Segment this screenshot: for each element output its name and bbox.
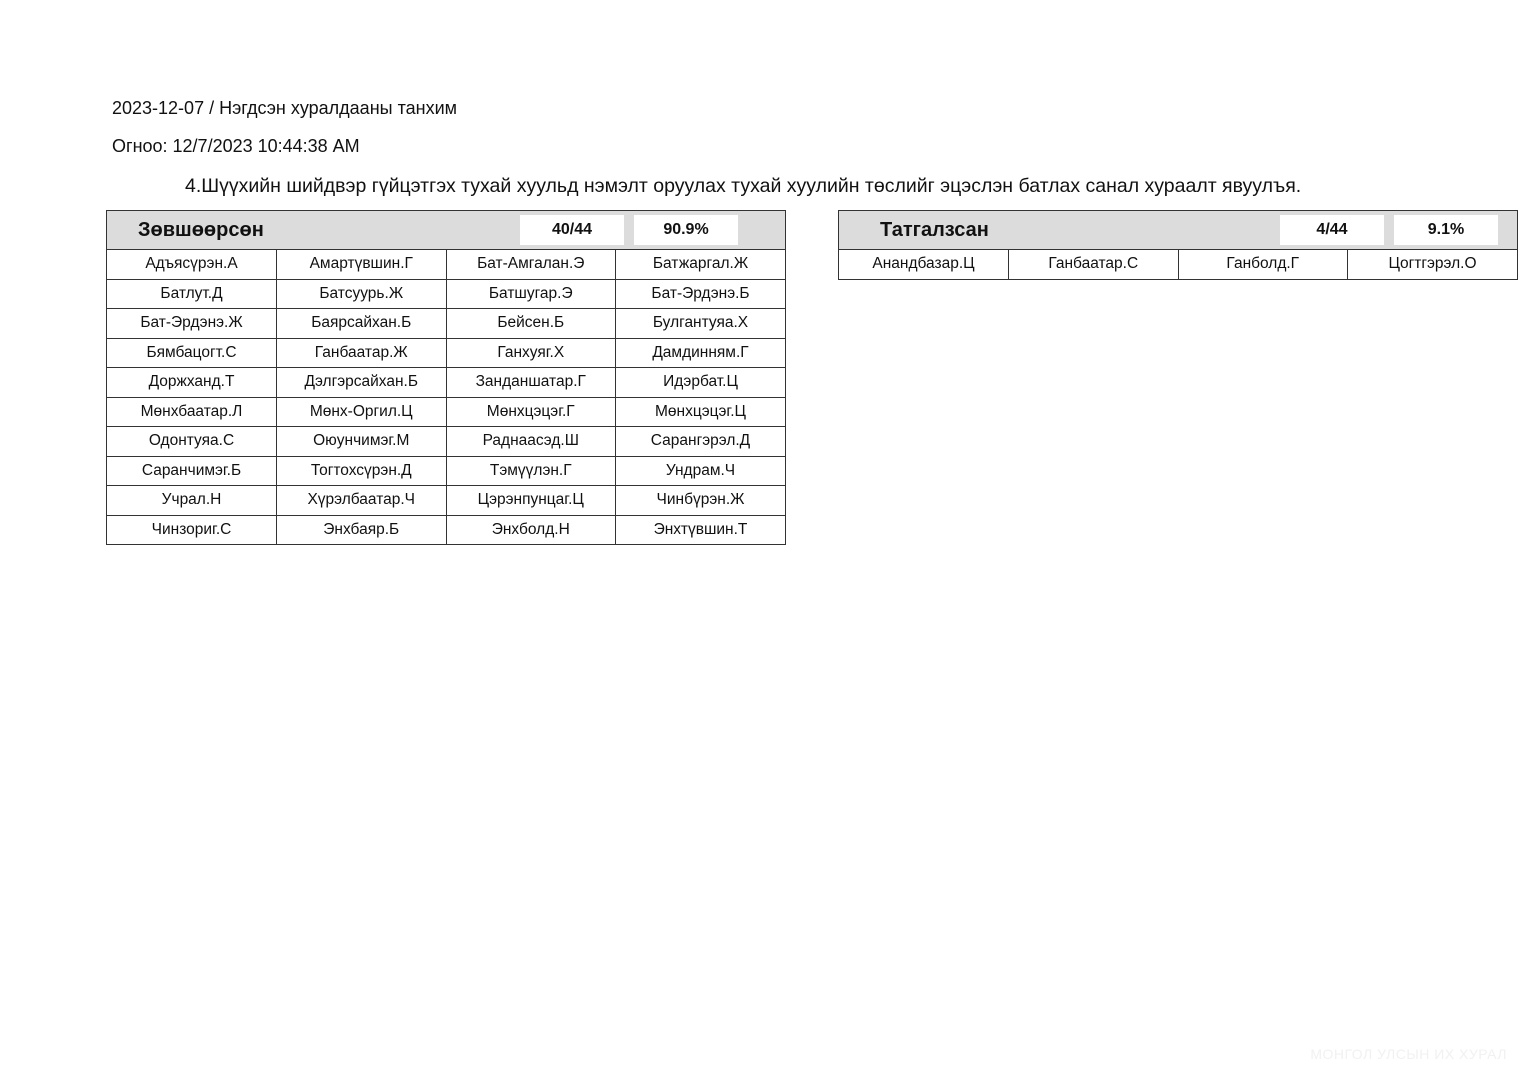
vote-date: Огноо: 12/7/2023 10:44:38 AM [112,136,360,156]
member-name: Дамдинням.Г [616,338,786,368]
member-name: Чинбүрэн.Ж [616,486,786,516]
member-name: Бат-Эрдэнэ.Б [616,279,786,309]
member-name: Занданшатар.Г [446,368,616,398]
member-name: Энхбаяр.Б [277,515,447,544]
table-row [107,250,785,279]
member-name: Бат-Эрдэнэ.Ж [107,309,277,339]
member-name: Цэрэнпунцаг.Ц [446,486,616,516]
member-name: Батжаргал.Ж [616,250,786,279]
member-name: Доржханд.Т [107,368,277,398]
member-name: Баярсайхан.Б [277,309,447,339]
table-row [107,338,785,368]
member-name: Энхтүвшин.Т [653,520,748,538]
member-name: Раднаасэд.Ш [446,427,616,457]
member-name: Адъясүрэн.А [107,250,277,279]
member-name: Цогтгэрэл.О [1388,255,1477,273]
table-row [107,397,785,427]
member-name: Одонтуяа.С [107,427,277,457]
table-row [107,515,785,544]
member-name: Ганбаатар.Ж [277,338,447,368]
rejected-count: 4/44 [1280,215,1384,245]
session-title: 2023-12-07 / Нэгдсэн хуралдааны танхим [112,98,457,118]
rejected-title: Татгалзсан [880,219,989,241]
member-name: Мөнхцэцэг.Г [446,397,616,427]
table-row [107,279,785,309]
member-name: Бейсен.Б [446,309,616,339]
member-name: Учрал.Н [107,486,277,516]
member-name: Бат-Амгалан.Э [446,250,616,279]
member-name: Анандбазар.Ц [839,250,1009,279]
member-name: Идэрбат.Ц [616,368,786,398]
member-name: Саранчимэг.Б [107,456,277,486]
member-name: Батсуурь.Ж [277,279,447,309]
member-name: Сарангэрэл.Д [616,427,786,457]
table-row [107,427,785,457]
member-name: Тэмүүлэн.Г [446,456,616,486]
member-name: Булгантуяа.Х [616,309,786,339]
table-row [107,368,785,398]
rejected-names-table [839,250,1517,279]
rejected-header [839,211,1517,250]
member-name: Ганболд.Г [1178,250,1348,279]
table-row [107,309,785,339]
member-name: Мөнх-Оргил.Ц [277,397,447,427]
approved-title: Зөвшөөрсөн [138,219,264,241]
member-name: Амартүвшин.Г [277,250,447,279]
watermark: МОНГОЛ УЛСЫН ИХ ХУРАЛ [1310,1046,1507,1062]
table-row [107,456,785,486]
approved-percent: 90.9% [634,215,738,245]
member-name: Батлут.Д [107,279,277,309]
member-name: Тогтохсүрэн.Д [277,456,447,486]
approved-count: 40/44 [520,215,624,245]
member-name: Мөнхцэцэг.Ц [616,397,786,427]
table-row [107,486,785,516]
table-row [839,250,1517,279]
member-name: Ундрам.Ч [616,456,786,486]
member-name: Мөнхбаатар.Л [107,397,277,427]
member-name: Оюунчимэг.М [277,427,447,457]
rejected-percent: 9.1% [1394,215,1498,245]
member-name: Хүрэлбаатар.Ч [277,486,447,516]
member-name: Дэлгэрсайхан.Б [277,368,447,398]
approved-names-table [107,250,785,544]
approved-block [106,210,786,545]
member-name: Энхболд.Н [446,515,616,544]
member-name: Ганбаатар.С [1009,250,1179,279]
motion-text: 4.Шүүхийн шийдвэр гүйцэтгэх тухай хуульд нэмэлт оруулах тухай хуулийн төслийг эцэслэн батлах санал хураалт явуулъя. [185,175,1302,197]
member-name: Батшугар.Э [446,279,616,309]
member-name: Чинзориг.С [107,515,277,544]
member-name: Ганхуяг.Х [446,338,616,368]
member-name: Бямбацогт.С [107,338,277,368]
rejected-block [838,210,1518,280]
approved-header [107,211,785,250]
